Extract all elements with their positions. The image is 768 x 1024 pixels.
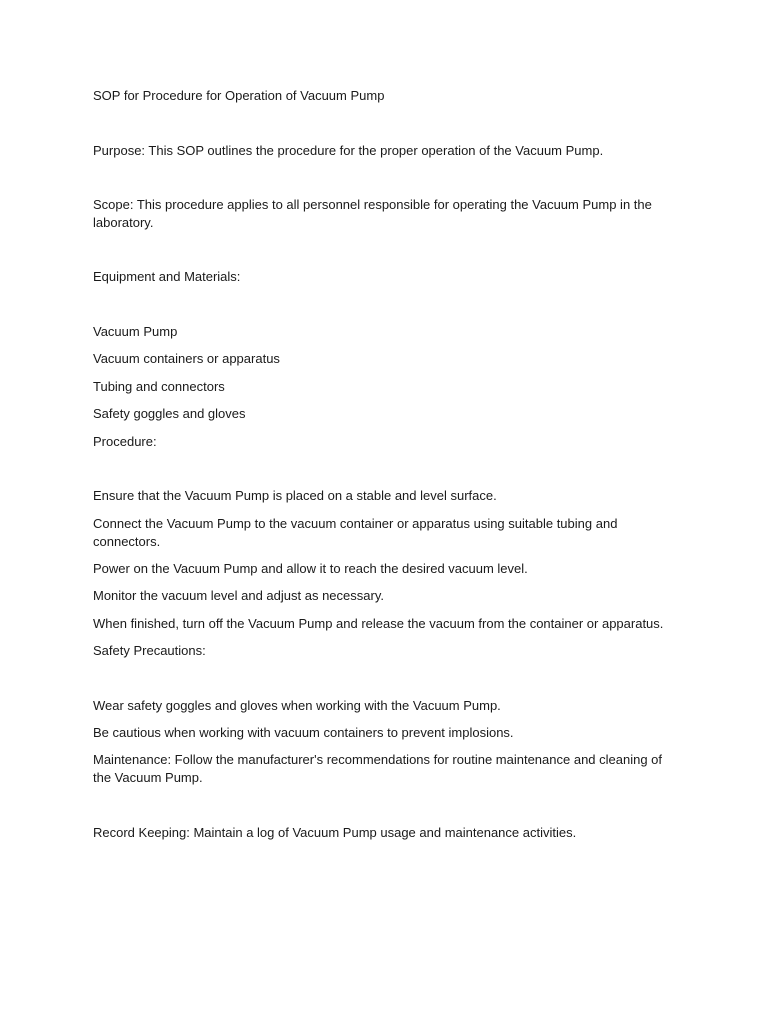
equipment-item: Safety goggles and gloves [93, 406, 246, 421]
procedure-heading: Procedure: [93, 434, 157, 449]
safety-heading: Safety Precautions: [93, 643, 206, 658]
procedure-step: Ensure that the Vacuum Pump is placed on a stable and level surface. [93, 488, 497, 503]
safety-item: Wear safety goggles and gloves when working with the Vacuum Pump. [93, 698, 501, 713]
procedure-step: When finished, turn off the Vacuum Pump and release the vacuum from the container or apparatus. [93, 616, 664, 631]
procedure-step: Connect the Vacuum Pump to the vacuum container or apparatus using suitable tubing and connectors. [93, 516, 618, 549]
record-keeping-paragraph: Record Keeping: Maintain a log of Vacuum Pump usage and maintenance activities. [93, 825, 577, 840]
equipment-item: Tubing and connectors [93, 379, 225, 394]
purpose-paragraph: Purpose: This SOP outlines the procedure for the proper operation of the Vacuum Pump. [93, 143, 604, 158]
equipment-heading: Equipment and Materials: [93, 269, 241, 284]
document-title: SOP for Procedure for Operation of Vacuum Pump [93, 88, 385, 103]
procedure-step: Monitor the vacuum level and adjust as necessary. [93, 588, 384, 603]
equipment-item: Vacuum containers or apparatus [93, 351, 280, 366]
maintenance-paragraph: Maintenance: Follow the manufacturer's recommendations for routine maintenance and cleaning of the Vacuum Pump. [93, 752, 663, 785]
procedure-step: Power on the Vacuum Pump and allow it to reach the desired vacuum level. [93, 561, 528, 576]
safety-item: Be cautious when working with vacuum containers to prevent implosions. [93, 725, 514, 740]
scope-paragraph: Scope: This procedure applies to all personnel responsible for operating the Vacuum Pump in the laboratory. [93, 197, 652, 230]
equipment-item: Vacuum Pump [93, 324, 178, 339]
